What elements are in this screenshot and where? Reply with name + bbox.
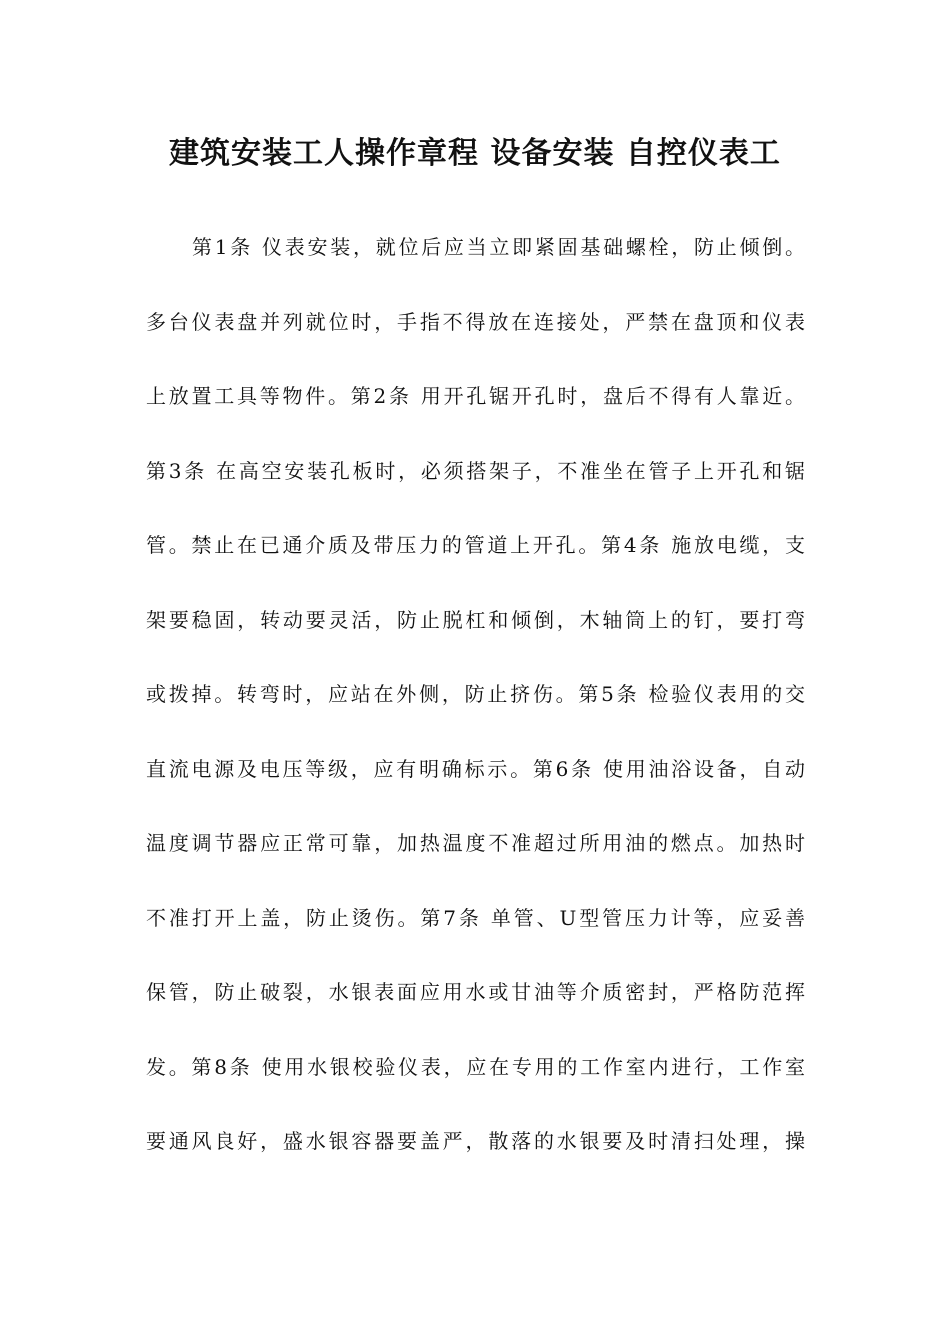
body-line: 发。第8条 使用水银校验仪表，应在专用的工作室内进行，工作室 (146, 1054, 806, 1079)
body-line: 第3条 在高空安装孔板时，必须搭架子，不准坐在管子上开孔和锯 (146, 458, 806, 483)
body-line: 架要稳固，转动要灵活，防止脱杠和倾倒，木轴筒上的钉，要打弯 (146, 607, 806, 632)
body-line: 管。禁止在已通介质及带压力的管道上开孔。第4条 施放电缆，支 (146, 533, 806, 557)
document-body (146, 210, 806, 1179)
body-line: 直流电源及电压等级，应有明确标示。第6条 使用油浴设备，自动 (146, 756, 806, 781)
body-line: 温度调节器应正常可靠，加热温度不准超过所用油的燃点。加热时 (146, 831, 806, 855)
body-line: 保管，防止破裂，水银表面应用水或甘油等介质密封，严格防范挥 (146, 980, 806, 1004)
body-line: 要通风良好，盛水银容器要盖严，散落的水银要及时清扫处理，操 (146, 1129, 806, 1153)
body-line: 多台仪表盘并列就位时，手指不得放在连接处，严禁在盘顶和仪表 (146, 309, 806, 334)
body-line: 第1条 仪表安装，就位后应当立即紧固基础螺栓，防止倾倒。 (192, 235, 806, 259)
body-line: 不准打开上盖，防止烫伤。第7条 单管、U型管压力计等，应妥善 (146, 905, 806, 930)
body-line: 上放置工具等物件。第2条 用开孔锯开孔时，盘后不得有人靠近。 (146, 384, 806, 408)
document-title: 建筑安装工人操作章程 设备安装 自控仪表工 (169, 136, 781, 171)
body-line: 或拨掉。转弯时，应站在外侧，防止挤伤。第5条 检验仪表用的交 (146, 682, 806, 706)
